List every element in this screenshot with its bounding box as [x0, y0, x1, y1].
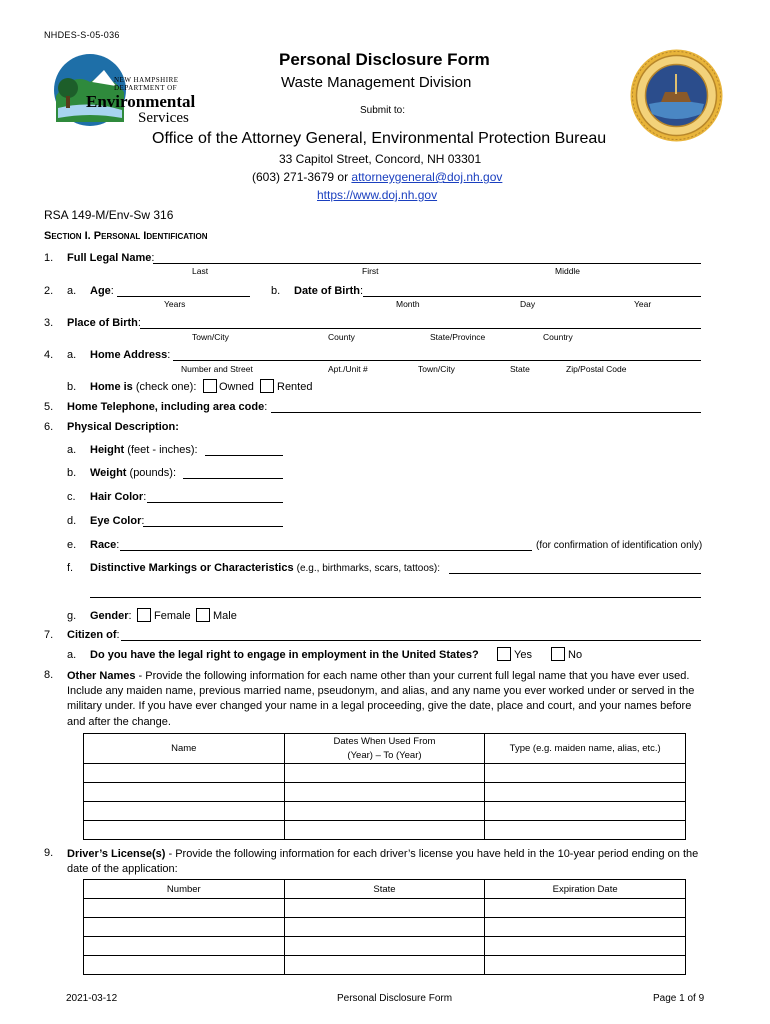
q4-home-is-wrap: [90, 381, 196, 393]
q4-number: 4.: [44, 349, 54, 361]
state-seal-icon: [629, 48, 724, 143]
form-title: Personal Disclosure Form: [279, 50, 490, 69]
office-address: 33 Capitol Street, Concord, NH 03301: [279, 152, 482, 166]
q6a-wrap: [90, 444, 198, 456]
marks-label: Distinctive Markings or Characteristics: [90, 562, 294, 574]
table-cell[interactable]: [284, 956, 485, 975]
logo-line-3: Environmental: [86, 92, 196, 111]
logo-line-2: DEPARTMENT OF: [114, 84, 178, 92]
q6g-wrap: Gender:: [90, 610, 132, 622]
q2-age-wrap: Age:: [90, 285, 114, 297]
q4-sub-zip: Zip/Postal Code: [566, 364, 627, 374]
q2-age-label: Age: [90, 285, 111, 297]
q6a-letter: a.: [67, 444, 77, 456]
table-row: [84, 821, 686, 840]
hair-color-field[interactable]: [147, 502, 283, 503]
table-cell[interactable]: [84, 764, 285, 783]
table-cell[interactable]: [284, 899, 485, 918]
q1-number: 1.: [44, 252, 54, 264]
division-name: Waste Management Division: [281, 74, 472, 91]
table-cell[interactable]: [485, 802, 686, 821]
table-cell[interactable]: [485, 899, 686, 918]
q5-number: 5.: [44, 401, 54, 413]
header-dates-text: Dates When Used From (Year) – To (Year): [333, 735, 436, 761]
footer-page: Page 1 of 9: [653, 993, 705, 1004]
q6e-letter: e.: [67, 539, 77, 551]
height-label: Height: [90, 444, 125, 456]
owned-checkbox[interactable]: [203, 379, 217, 393]
q8-number: 8.: [44, 669, 54, 681]
q2-number: 2.: [44, 285, 54, 297]
q9-number: 9.: [44, 847, 54, 859]
submit-to-label: Submit to:: [360, 105, 406, 116]
logo-line-4: Services: [138, 110, 189, 126]
q3-number: 3.: [44, 317, 54, 329]
table-row: [84, 956, 686, 975]
q3-label-wrap: Place of Birth:: [67, 317, 141, 329]
dob-field[interactable]: [363, 296, 701, 297]
marks-hint: (e.g., birthmarks, scars, tattoos):: [296, 563, 441, 574]
q4-sub-town: Town/City: [418, 364, 455, 374]
q2-sub-years: Years: [164, 299, 186, 309]
employment-question: Do you have the legal right to engage in employment in the United States?: [90, 649, 479, 661]
q1-sub-middle: Middle: [555, 266, 581, 276]
q5-label-wrap: Home Telephone, including area code:: [67, 401, 268, 413]
q5-label: Home Telephone, including area code: [67, 401, 265, 413]
footer-date: 2021-03-12: [66, 993, 118, 1004]
other-names-label: Other Names: [67, 670, 136, 682]
q8-text-block: [67, 669, 707, 730]
q4-label: Home Address: [90, 349, 168, 361]
q7a-letter: a.: [67, 649, 77, 661]
place-of-birth-field[interactable]: [140, 328, 701, 329]
race-field[interactable]: [120, 550, 532, 551]
q6-label: Physical Description:: [67, 421, 179, 433]
header-state: State: [284, 880, 485, 899]
female-checkbox[interactable]: [137, 608, 151, 622]
table-cell[interactable]: [284, 802, 485, 821]
website-link[interactable]: https://www.doj.nh.gov: [317, 188, 438, 202]
rsa-reference: RSA 149-M/Env-Sw 316: [44, 208, 174, 222]
hair-label: Hair Color: [90, 491, 144, 503]
q4-sub-state: State: [510, 364, 530, 374]
header-expiration: Expiration Date: [485, 880, 686, 899]
male-label: Male: [213, 610, 237, 622]
marks-field[interactable]: [449, 573, 701, 574]
table-row: [84, 764, 686, 783]
eye-label: Eye Color: [90, 515, 142, 527]
table-cell[interactable]: [284, 764, 485, 783]
table-cell[interactable]: [84, 802, 285, 821]
weight-label: Weight: [90, 467, 127, 479]
header-name: Name: [84, 734, 285, 764]
table-cell[interactable]: [284, 783, 485, 802]
q6b-wrap: [90, 467, 176, 479]
q4-check-one: (check one):: [135, 381, 197, 393]
race-label: Race: [90, 539, 117, 551]
table-row: [84, 802, 686, 821]
owned-label: Owned: [219, 381, 254, 393]
yes-label: Yes: [514, 649, 532, 661]
q2-b: b.: [271, 285, 281, 297]
q4-label-wrap: Home Address:: [90, 349, 171, 361]
table-cell[interactable]: [284, 821, 485, 840]
q6f-wrap: [90, 562, 440, 574]
weight-hint: (pounds):: [129, 467, 177, 479]
q4-sub-apt: Apt./Unit #: [328, 364, 368, 374]
table-cell[interactable]: [84, 956, 285, 975]
q6c-letter: c.: [67, 491, 76, 503]
q3-label: Place of Birth: [67, 317, 138, 329]
table-cell[interactable]: [284, 937, 485, 956]
q6c-wrap: Hair Color:: [90, 491, 147, 503]
license-header-row: [84, 880, 686, 899]
age-field[interactable]: [117, 296, 250, 297]
q6-number: 6.: [44, 421, 54, 433]
document-code: NHDES-S-05-036: [44, 30, 120, 40]
q6g-letter: g.: [67, 610, 77, 622]
q6b-letter: b.: [67, 467, 77, 479]
q6d-wrap: Eye Color:: [90, 515, 145, 527]
table-cell[interactable]: [485, 956, 686, 975]
table-cell[interactable]: [485, 764, 686, 783]
website-wrapper: [317, 188, 437, 202]
header-number: Number: [84, 880, 285, 899]
logo-line-1: NEW HAMPSHIRE: [114, 76, 179, 84]
q2-dob-label: Date of Birth: [294, 285, 360, 297]
home-telephone-field[interactable]: [271, 412, 701, 413]
q1-label: Full Legal Name: [67, 252, 152, 264]
q4-a: a.: [67, 349, 77, 361]
table-cell[interactable]: [84, 937, 285, 956]
q2-dob-wrap: Date of Birth:: [294, 285, 364, 297]
table-row: [84, 899, 686, 918]
q3-sub-county: County: [328, 332, 355, 342]
footer-title: Personal Disclosure Form: [337, 993, 453, 1004]
section-title: Section I. Personal Identification: [44, 230, 208, 242]
nhdes-logo: [52, 52, 212, 130]
other-names-header-row: [84, 734, 686, 764]
q6f-letter: f.: [67, 562, 74, 574]
marks-field-line-2[interactable]: [90, 597, 701, 598]
q6d-letter: d.: [67, 515, 77, 527]
q7-wrap: Citizen of:: [67, 629, 120, 641]
no-checkbox[interactable]: [551, 647, 565, 661]
q7-number: 7.: [44, 629, 54, 641]
weight-field[interactable]: [183, 478, 283, 479]
office-phone: (603) 271-3679 or: [252, 170, 349, 184]
q4-home-is: Home is: [90, 381, 133, 393]
q2-sub-year: Year: [634, 299, 652, 309]
office-name: Office of the Attorney General, Environmental Protection Bureau: [152, 130, 607, 147]
other-names-instructions: - Provide the following information for each name other than your current full legal name that you have ever used. Include any maiden name, previous married name, pseudonym, and alias, and any name you ever worked under or served in the military under. If you have ever changed your name in a legal proceeding, give the date, place and court, and your names before and after the change.: [67, 670, 695, 728]
header-dates: [284, 734, 485, 764]
height-hint: (feet - inches):: [127, 444, 198, 456]
office-contact: [252, 170, 502, 184]
q4-sub-street: Number and Street: [181, 364, 253, 374]
q6e-wrap: Race:: [90, 539, 120, 551]
citizen-label: Citizen of: [67, 629, 117, 641]
drivers-license-instructions: - Provide the following information for each driver’s license you have held in the 10-year period ending on the date of the application:: [67, 848, 699, 876]
q3-sub-town: Town/City: [192, 332, 229, 342]
q4-b: b.: [67, 381, 77, 393]
q2-a: a.: [67, 285, 77, 297]
q1-label-wrap: Full Legal Name:: [67, 252, 155, 264]
drivers-license-table: [83, 879, 686, 975]
table-cell[interactable]: [84, 899, 285, 918]
q3-sub-country: Country: [543, 332, 573, 342]
height-field[interactable]: [205, 455, 283, 456]
home-address-field[interactable]: [173, 360, 701, 361]
no-label: No: [568, 649, 583, 661]
q3-sub-state: State/Province: [430, 332, 486, 342]
rented-label: Rented: [277, 381, 313, 393]
table-row: [84, 937, 686, 956]
gender-label: Gender: [90, 610, 129, 622]
table-cell[interactable]: [485, 821, 686, 840]
nh-state-seal: [629, 48, 724, 143]
table-row: [84, 783, 686, 802]
female-label: Female: [154, 610, 191, 622]
table-row: [84, 918, 686, 937]
table-cell[interactable]: [485, 937, 686, 956]
table-cell[interactable]: [485, 783, 686, 802]
header-type: Type (e.g. maiden name, alias, etc.): [485, 734, 686, 764]
q2-sub-day: Day: [520, 299, 536, 309]
q1-sub-first: First: [362, 266, 379, 276]
q9-text-block: [67, 847, 717, 877]
full-name-field[interactable]: [153, 263, 701, 264]
rented-checkbox[interactable]: [260, 379, 274, 393]
race-note: (for confirmation of identification only): [536, 540, 703, 551]
table-cell[interactable]: [284, 918, 485, 937]
yes-checkbox[interactable]: [497, 647, 511, 661]
male-checkbox[interactable]: [196, 608, 210, 622]
table-cell[interactable]: [84, 918, 285, 937]
q1-sub-last: Last: [192, 266, 209, 276]
email-link[interactable]: attorneygeneral@doj.nh.gov: [351, 170, 503, 184]
other-names-table: [83, 733, 686, 840]
q2-sub-month: Month: [396, 299, 420, 309]
drivers-license-label: Driver’s License(s): [67, 848, 166, 860]
eye-color-field[interactable]: [143, 526, 283, 527]
table-cell[interactable]: [84, 783, 285, 802]
citizen-of-field[interactable]: [121, 640, 701, 641]
table-cell[interactable]: [84, 821, 285, 840]
table-cell[interactable]: [485, 918, 686, 937]
